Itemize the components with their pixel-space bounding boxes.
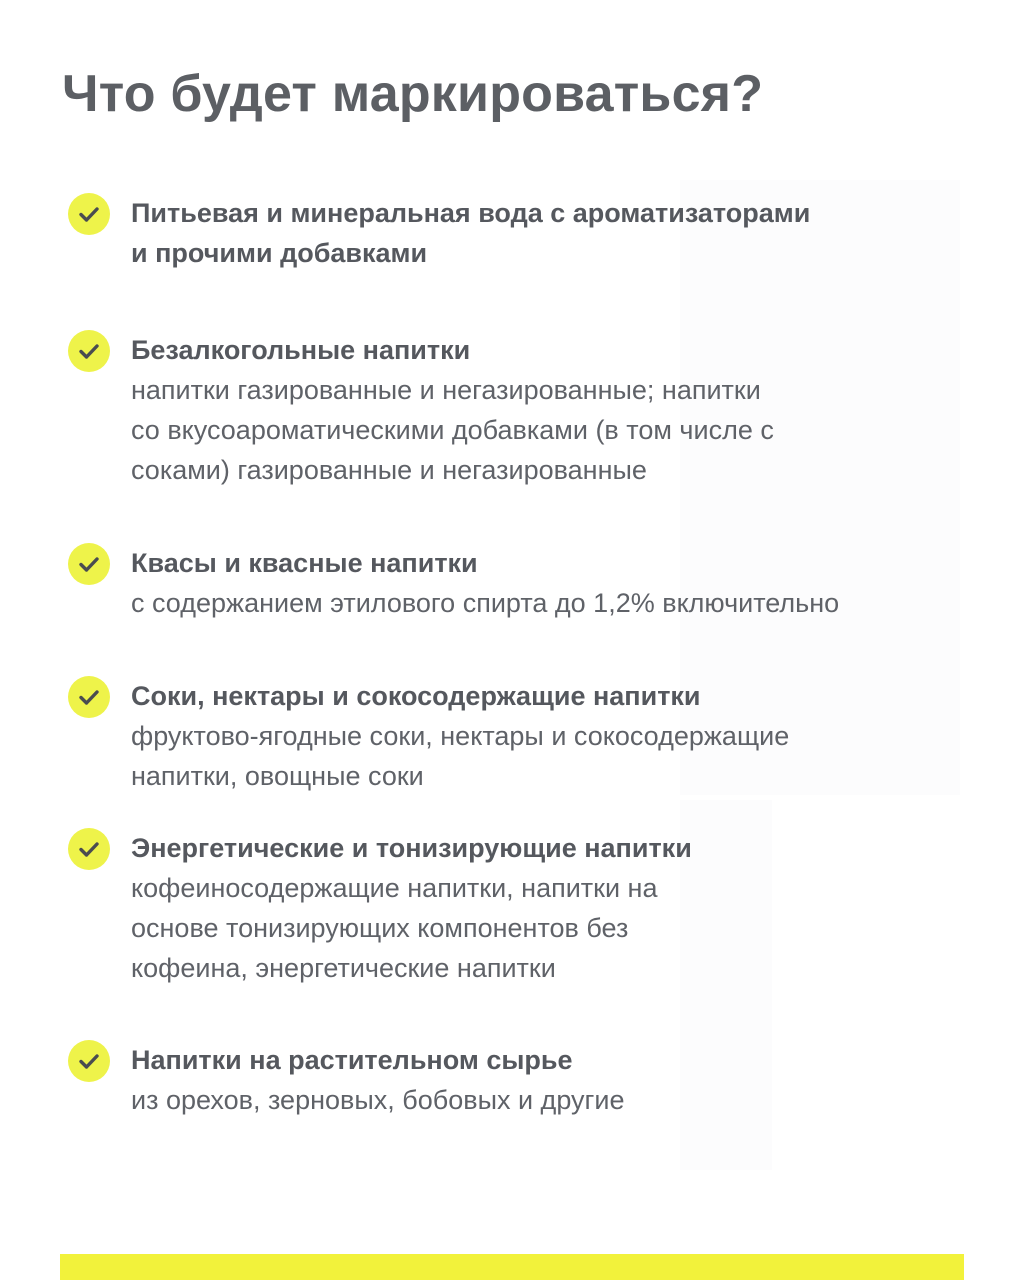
item-title: Безалкогольные напитки <box>131 335 471 365</box>
check-icon <box>68 330 110 372</box>
item-title: Квасы и квасные напитки <box>131 548 478 578</box>
check-icon <box>68 543 110 585</box>
check-icon <box>68 828 110 870</box>
item-title: Напитки на растительном сырье <box>131 1045 573 1075</box>
item-title: Соки, нектары и сокосодержащие напитки <box>131 681 701 711</box>
page-title: Что будет маркироваться? <box>62 65 764 123</box>
check-icon <box>68 193 110 235</box>
item-title: Энергетические и тонизирующие напитки <box>131 833 692 863</box>
item-description: кофеиносодержащие напитки, напитки на основе тонизирующих компонентов без кофеина, энергетические напитки <box>131 873 658 983</box>
item-description: фруктово-ягодные соки, нектары и сокосодержащие напитки, овощные соки <box>131 721 790 791</box>
check-icon <box>68 1040 110 1082</box>
footer-accent-bar <box>60 1254 964 1280</box>
item-description: с содержанием этилового спирта до 1,2% включительно <box>131 588 840 618</box>
item-description: из орехов, зерновых, бобовых и другие <box>131 1085 625 1115</box>
item-title: Питьевая и минеральная вода с ароматизаторами и прочими добавками <box>131 198 811 268</box>
item-description: напитки газированные и негазированные; напитки со вкусоароматическими добавками (в том числе с соками) газированные и негазированные <box>131 375 774 485</box>
check-icon <box>68 676 110 718</box>
